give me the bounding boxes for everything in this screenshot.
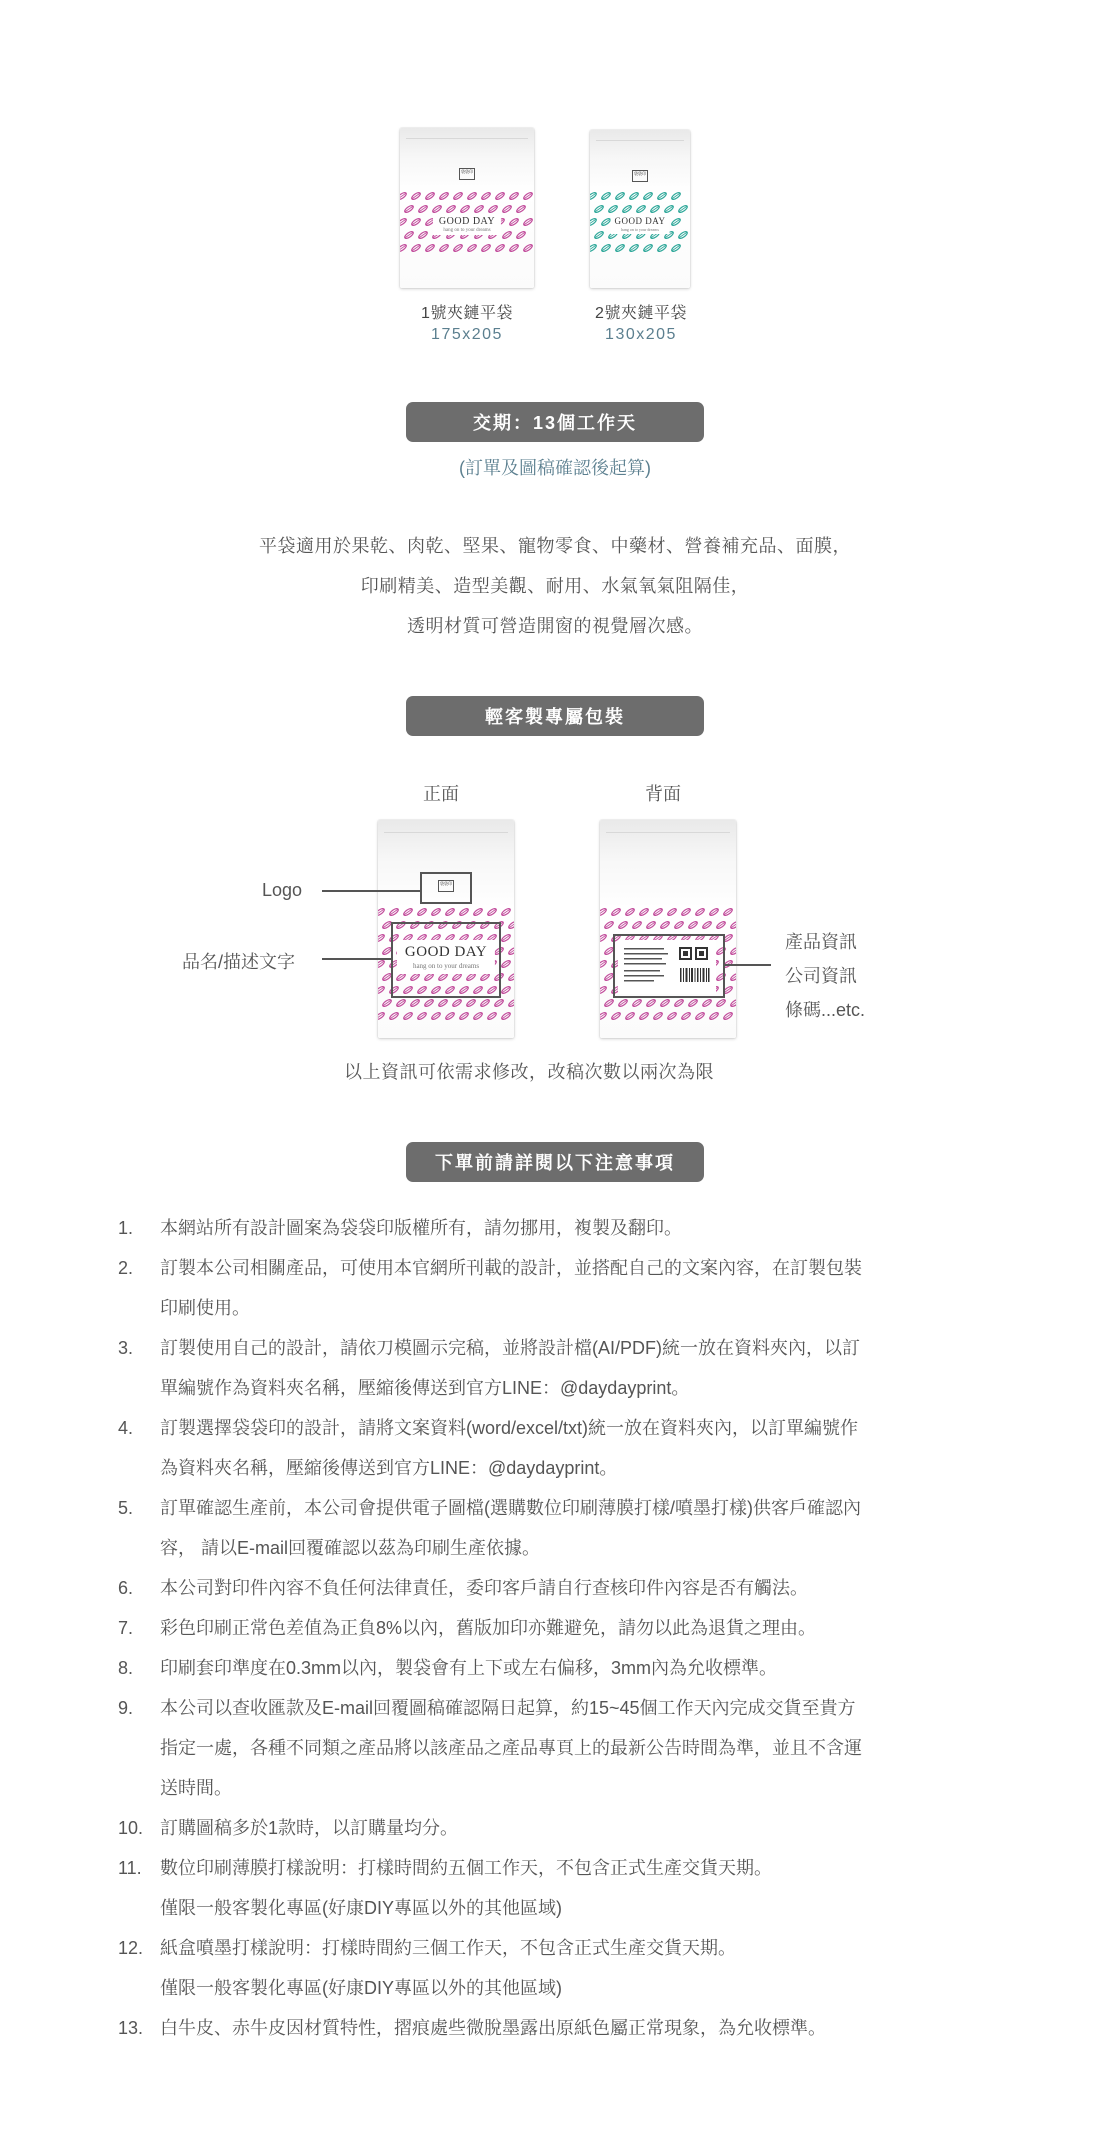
info-callout-line [725,964,771,966]
notice-item-number: 12. [118,1938,144,1958]
notice-item-text: 送時間。 [160,1778,232,1798]
description-line: 透明材質可營造開窗的視覺層次感。 [407,616,703,636]
name-callout: 品名/描述文字 [182,952,296,972]
notice-item-number: 11. [118,1858,142,1878]
notice-item-text: 彩色印刷正常色差值為正負8%以內，舊版加印亦難避免，請勿以此為退貨之理由。 [160,1618,817,1638]
product-2-name: 2號夾鏈平袋 [595,305,687,322]
notice-item-number: 1. [118,1218,134,1238]
notice-item [110,1928,990,2008]
notice-item [110,1648,990,1688]
notice-item-text: 為資料夾名稱，壓縮後傳送到官方LINE：@daydayprint。 [160,1458,618,1478]
notice-item-number: 7. [118,1618,134,1638]
notice-item-number: 3. [118,1338,134,1358]
notice-item [110,2008,990,2048]
revision-note: 以上資訊可依需求修改，改稿次數以兩次為限 [344,1062,714,1082]
bag-brand-label: GOOD DAY hang on to your dreams [397,940,495,974]
notice-item-number: 4. [118,1418,134,1438]
notice-item-number: 8. [118,1658,134,1678]
bag-logo: 袋袋印 [632,170,648,182]
notice-item [110,1488,990,1568]
product-info-callout: 產品資訊 [785,932,857,952]
notice-item-text: 容， 請以E-mail回覆確認以茲為印刷生產依據。 [160,1538,541,1558]
description-line: 印刷精美、造型美觀、耐用、水氣氧氣阻隔佳， [360,576,750,596]
notice-item-number: 9. [118,1698,134,1718]
notice-item [110,1328,990,1408]
notice-item-text: 本網站所有設計圖案為袋袋印版權所有，請勿挪用，複製及翻印。 [160,1218,682,1238]
bag-brand-label: GOOD DAY hang on to your dreams [433,214,501,235]
notice-list [110,1208,990,2048]
notice-item [110,1568,990,1608]
delivery-note: (訂單及圖稿確認後起算) [459,458,651,478]
product-1-name: 1號夾鏈平袋 [421,305,513,322]
notice-item-text: 單編號作為資料夾名稱，壓縮後傳送到官方LINE：@daydayprint。 [160,1378,690,1398]
notice-item-text: 訂製選擇袋袋印的設計，請將文案資料(word/excel/txt)統一放在資料夾內，以訂單編號作 [160,1418,859,1438]
delivery-heading: 交期：13個工作天 [406,402,704,442]
logo-highlight-box [420,872,472,904]
description-line: 平袋適用於果乾、肉乾、堅果、寵物零食、中藥材、營養補充品、面膜， [259,536,851,556]
notice-heading: 下單前請詳閱以下注意事項 [406,1142,704,1182]
notice-item-text: 訂單確認生產前，本公司會提供電子圖檔(選購數位印刷薄膜打樣/噴墨打樣)供客戶確認內 [160,1498,861,1518]
bag-logo: 袋袋印 [459,168,475,180]
notice-item-number: 10. [118,1818,144,1838]
notice-item-text: 本公司對印件內容不負任何法律責任，委印客戶請自行查核印件內容是否有觸法。 [160,1578,808,1598]
notice-item-text: 僅限一般客製化專區(好康DIY專區以外的其他區域) [160,1978,562,1998]
notice-item-number: 5. [118,1498,134,1518]
info-highlight-box [613,934,725,998]
notice-item [110,1808,990,1848]
pouch-1-image [400,128,534,288]
logo-callout: Logo [262,880,303,900]
notice-item-text: 僅限一般客製化專區(好康DIY專區以外的其他區域) [160,1898,562,1918]
notice-item-text: 白牛皮、赤牛皮因材質特性，摺痕處些微脫墨露出原紙色屬正常現象，為允收標準。 [160,2018,826,2038]
notice-item [110,1688,990,1808]
notice-item-text: 訂購圖稿多於1款時，以訂購量均分。 [160,1818,459,1838]
bag-logo: 袋袋印 [438,880,454,892]
notice-item-number: 6. [118,1578,134,1598]
product-2-size: 130x205 [605,326,677,343]
barcode-callout: 條碼...etc. [785,1000,866,1020]
front-label: 正面 [423,784,459,804]
notice-item [110,1208,990,1248]
name-callout-line [322,958,391,960]
logo-callout-line [322,890,420,892]
product-1-size: 175x205 [431,326,503,343]
bag-brand-label: GOOD DAY hang on to your dreams [611,214,670,234]
notice-item-text: 本公司以查收匯款及E-mail回覆圖稿確認隔日起算，約15~45個工作天內完成交貨至貴方 [160,1698,856,1718]
notice-item-text: 印刷套印準度在0.3mm以內，製袋會有上下或左右偏移，3mm內為允收標準。 [160,1658,778,1678]
notice-item-text: 印刷使用。 [160,1298,250,1318]
notice-item-text: 紙盒噴墨打樣說明：打樣時間約三個工作天，不包含正式生產交貨天期。 [160,1938,736,1958]
pouch-2-image [590,130,690,288]
notice-item-number: 13. [118,2018,144,2038]
notice-item-text: 指定一處，各種不同類之產品將以該產品之產品專頁上的最新公告時間為準，並且不含運 [160,1738,862,1758]
notice-item [110,1848,990,1928]
notice-item [110,1608,990,1648]
notice-item-number: 2. [118,1258,134,1278]
company-info-callout: 公司資訊 [785,966,857,986]
notice-item [110,1408,990,1488]
back-label: 背面 [645,784,681,804]
custom-heading: 輕客製專屬包裝 [406,696,704,736]
notice-item-text: 訂製使用自己的設計，請依刀模圖示完稿，並將設計檔(AI/PDF)統一放在資料夾內，以訂 [160,1338,860,1358]
notice-item-text: 數位印刷薄膜打樣說明：打樣時間約五個工作天，不包含正式生產交貨天期。 [160,1858,772,1878]
notice-item-text: 訂製本公司相關產品，可使用本官網所刊載的設計，並搭配自己的文案內容，在訂製包裝 [160,1258,862,1278]
notice-item [110,1248,990,1328]
back-pouch-image [600,820,736,1038]
name-highlight-box [391,922,501,998]
